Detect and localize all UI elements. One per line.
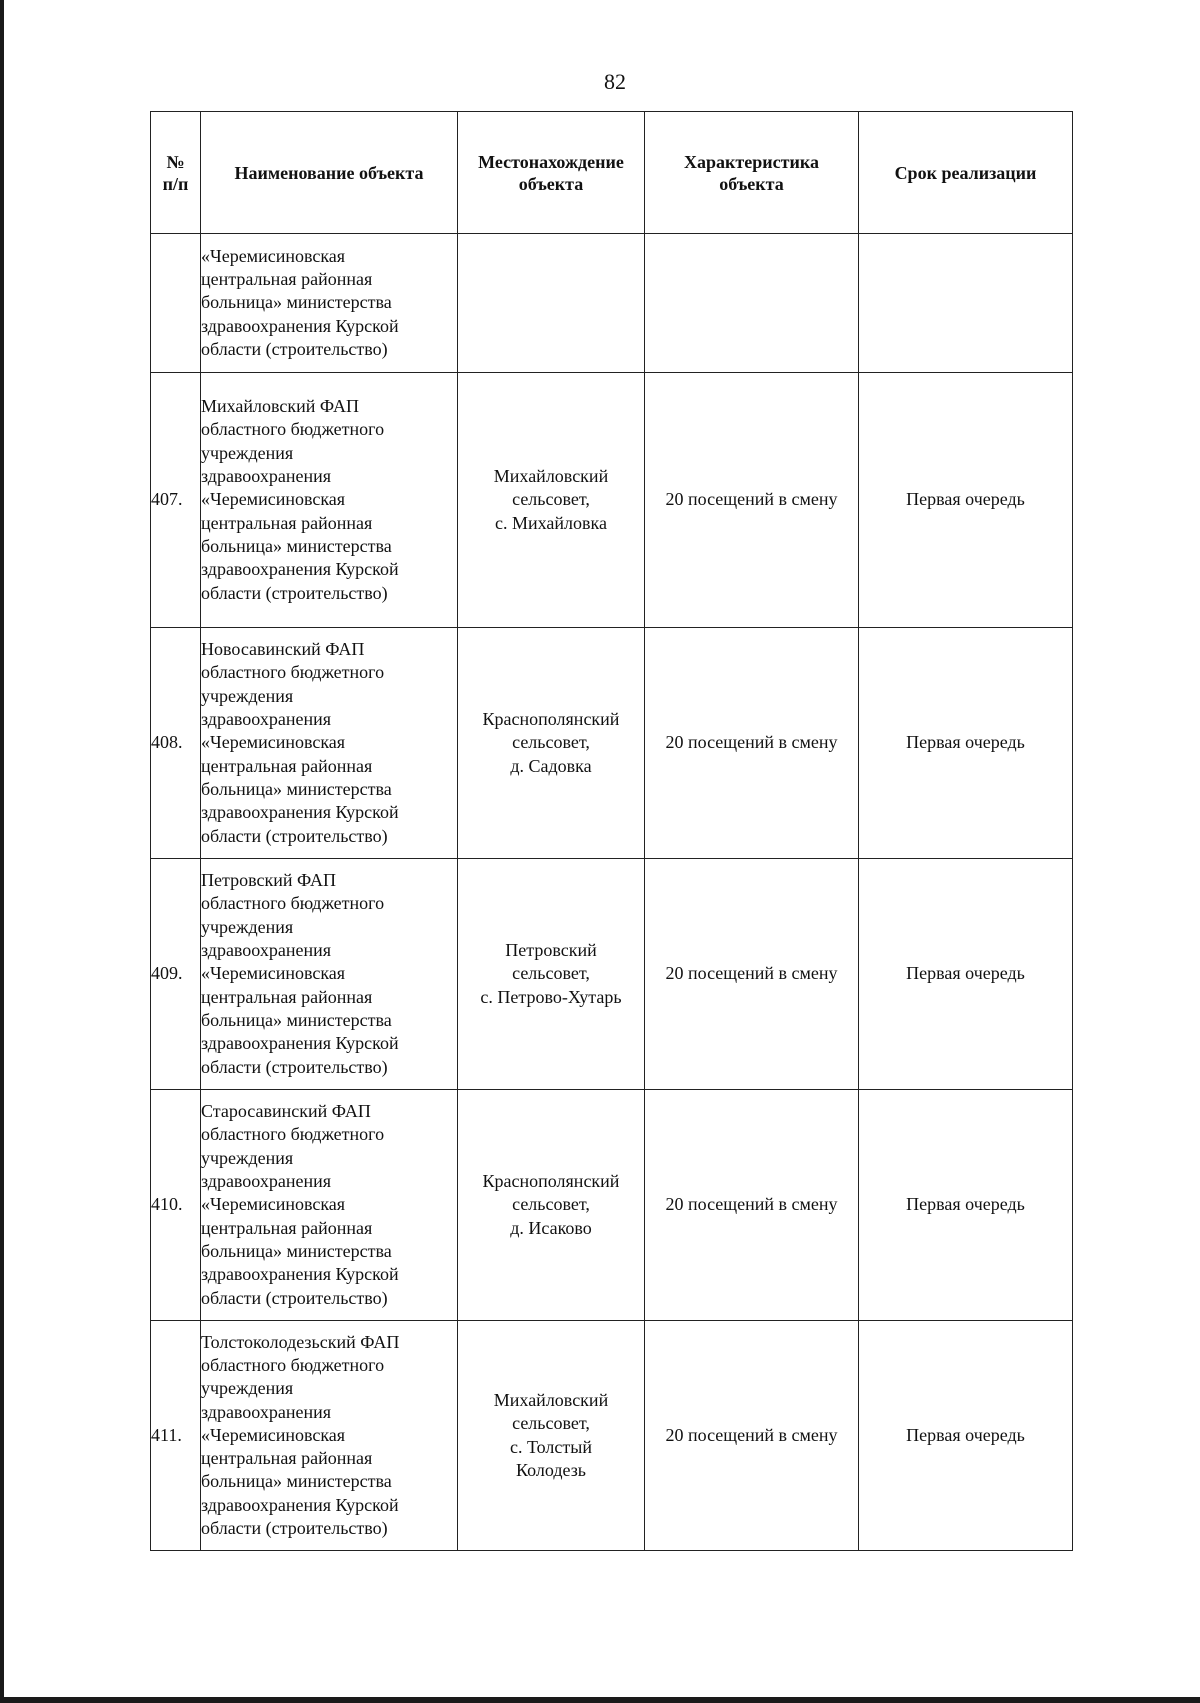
name-line: больница» министерства [201,1471,392,1492]
header-term-line: Срок реализации [894,162,1037,183]
name-line: «Черемисиновская [201,963,346,984]
name-line: больница» министерства [201,535,392,556]
header-location-line: Местонахождение [478,151,624,172]
name-line: учреждения [201,1147,294,1168]
name-line: центральная районная [201,1217,373,1238]
cell-term: Первая очередь [859,859,1073,1090]
name-line: области (строительство) [201,1518,388,1539]
name-line: Петровский ФАП [201,870,337,891]
cell-term: Первая очередь [859,1090,1073,1321]
name-line: больница» министерства [201,1240,392,1261]
header-characteristic [645,112,859,234]
cell-name [201,234,458,373]
location-line: сельсовет, [512,1194,590,1215]
cell-characteristic [645,234,859,373]
header-characteristic-line: Характеристика [684,151,819,172]
location-line: с. Михайловка [495,512,607,533]
location-line: с. Толстый [510,1436,592,1457]
cell-num: 411. [151,1321,201,1551]
cell-num [151,234,201,373]
name-line: здравоохранения [201,709,332,730]
name-line: области (строительство) [201,825,388,846]
name-line: здравоохранения [201,466,332,487]
name-line: «Черемисиновская [201,732,346,753]
name-line: области (строительство) [201,338,388,359]
cell-name [201,859,458,1090]
objects-table [150,111,1073,1551]
cell-term: Первая очередь [859,628,1073,859]
header-location-line: объекта [518,173,584,194]
cell-num: 407. [151,373,201,628]
name-line: областного бюджетного [201,419,385,440]
name-line: областного бюджетного [201,893,385,914]
cell-characteristic: 20 посещений в смену [645,1321,859,1551]
cell-name [201,373,458,628]
location-line: сельсовет, [512,1413,590,1434]
scan-edge-bottom [0,1697,1200,1703]
name-line: здравоохранения Курской [201,1033,399,1054]
name-line: областного бюджетного [201,1124,385,1145]
location-line: Краснополянский [482,1171,620,1192]
name-line: здравоохранения Курской [201,559,399,580]
table-row [151,1321,1073,1551]
location-line: Петровский [505,940,597,961]
cell-characteristic: 20 посещений в смену [645,1090,859,1321]
cell-num: 409. [151,859,201,1090]
location-line: Михайловский [493,466,609,487]
name-line: здравоохранения Курской [201,1264,399,1285]
cell-characteristic: 20 посещений в смену [645,628,859,859]
name-line: «Черемисиновская [201,489,346,510]
name-line: центральная районная [201,986,373,1007]
table-row [151,234,1073,373]
header-characteristic-line: объекта [719,173,784,194]
location-line: Краснополянский [482,709,620,730]
header-term [859,112,1073,234]
name-line: учреждения [201,1378,294,1399]
name-line: центральная районная [201,1448,373,1469]
name-line: центральная районная [201,269,373,290]
name-line: здравоохранения Курской [201,315,399,336]
location-line: с. Петрово-Хутарь [480,986,622,1007]
name-line: «Черемисиновская [201,1424,346,1445]
name-line: больница» министерства [201,292,392,313]
name-line: «Черемисиновская [201,1194,346,1215]
name-line: учреждения [201,916,294,937]
location-line: д. Исаково [510,1217,592,1238]
header-location [458,112,645,234]
header-name [201,112,458,234]
name-line: здравоохранения Курской [201,802,399,823]
cell-term: Первая очередь [859,1321,1073,1551]
scan-edge-left [0,0,4,1703]
location-line: сельсовет, [512,489,590,510]
location-line: сельсовет, [512,732,590,753]
cell-location [458,1090,645,1321]
table-header-row [151,112,1073,234]
name-line: области (строительство) [201,1056,388,1077]
header-num-line: п/п [162,173,189,194]
cell-characteristic: 20 посещений в смену [645,373,859,628]
header-num [151,112,201,234]
name-line: центральная районная [201,512,373,533]
name-line: здравоохранения [201,940,332,961]
name-line: Толстоколодезьский ФАП [201,1331,400,1352]
cell-name [201,1321,458,1551]
name-line: здравоохранения [201,1171,332,1192]
name-line: здравоохранения Курской [201,1494,399,1515]
cell-term [859,234,1073,373]
cell-name [201,628,458,859]
name-line: областного бюджетного [201,1354,385,1375]
table-row [151,1090,1073,1321]
table-row [151,373,1073,628]
cell-location [458,859,645,1090]
cell-location [458,628,645,859]
name-line: здравоохранения [201,1401,332,1422]
name-line: области (строительство) [201,582,388,603]
name-line: «Черемисиновская [201,245,346,266]
cell-location [458,234,645,373]
page-number: 82 [604,69,626,94]
cell-num: 410. [151,1090,201,1321]
cell-characteristic: 20 посещений в смену [645,859,859,1090]
cell-term: Первая очередь [859,373,1073,628]
cell-name [201,1090,458,1321]
name-line: области (строительство) [201,1287,388,1308]
table-row [151,859,1073,1090]
location-line: Михайловский [493,1389,609,1410]
location-line: сельсовет, [512,963,590,984]
name-line: Старосавинский ФАП [201,1101,371,1122]
location-line: Колодезь [515,1459,587,1480]
name-line: Михайловский ФАП [201,396,359,417]
header-num-line: № [166,151,185,172]
table-row [151,628,1073,859]
cell-location [458,1321,645,1551]
name-line: центральная районная [201,755,373,776]
cell-num: 408. [151,628,201,859]
name-line: учреждения [201,685,294,706]
name-line: больница» министерства [201,778,392,799]
location-line: д. Садовка [510,755,592,776]
cell-location [458,373,645,628]
header-name-line: Наименование объекта [234,162,424,183]
name-line: областного бюджетного [201,662,385,683]
name-line: учреждения [201,442,294,463]
name-line: больница» министерства [201,1009,392,1030]
name-line: Новосавинский ФАП [201,639,365,660]
